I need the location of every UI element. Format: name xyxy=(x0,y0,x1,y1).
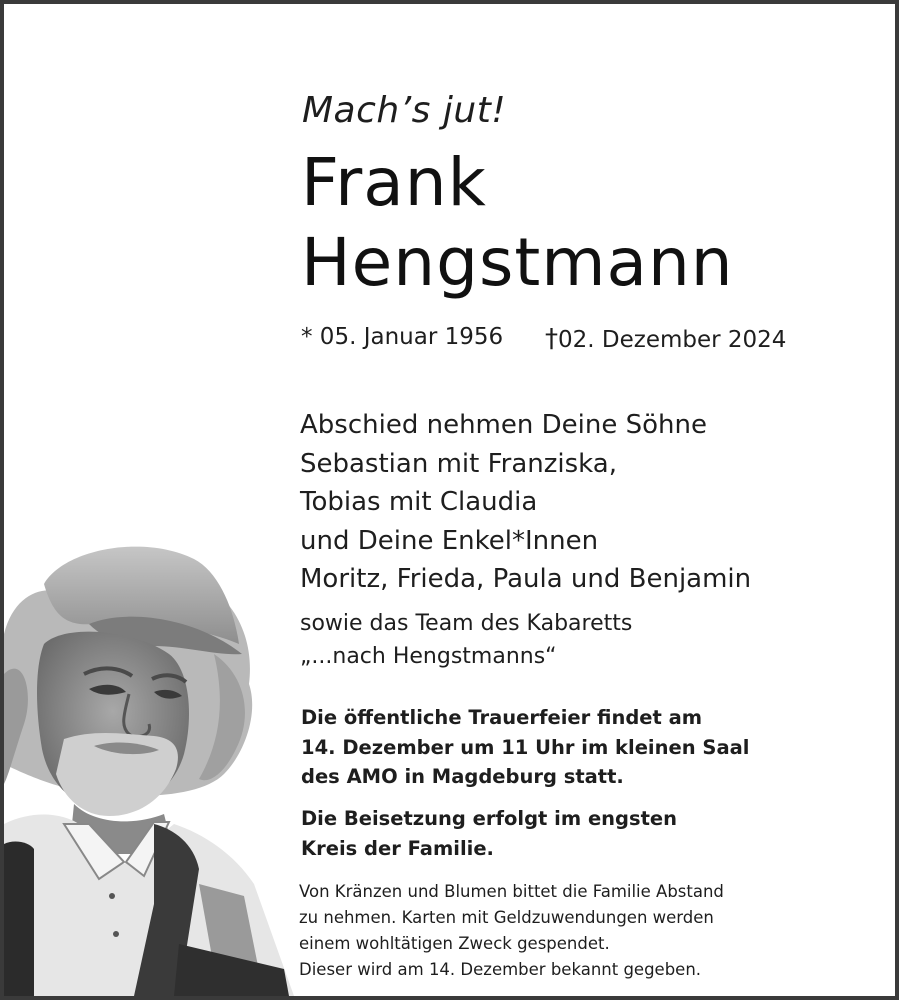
mourners-line: Sebastian mit Franziska, xyxy=(300,448,617,479)
ceremony-info xyxy=(301,703,749,792)
mourners-line: Moritz, Frieda, Paula und Benjamin xyxy=(300,564,752,594)
burial-info xyxy=(301,804,677,863)
ceremony-line: 14. Dezember um 11 Uhr im kleinen Saal xyxy=(301,735,750,759)
team-line: sowie das Team des Kabaretts xyxy=(300,611,633,636)
last-name: Hengstmann xyxy=(301,224,734,301)
ceremony-line: des AMO in Magdeburg statt. xyxy=(301,765,624,788)
note-line: zu nehmen. Karten mit Geldzuwendungen werden xyxy=(299,908,714,927)
team-line: „...nach Hengstmanns“ xyxy=(300,644,557,669)
death-date: 02. Dezember 2024 xyxy=(558,327,787,353)
first-name: Frank xyxy=(301,144,487,221)
note-line: einem wohltätigen Zweck gespendet. xyxy=(299,934,610,953)
mourners-block xyxy=(300,406,751,599)
death-date-line xyxy=(545,324,786,354)
burial-line: Die Beisetzung erfolgt im engsten xyxy=(301,807,678,830)
mourners-line: Abschied nehmen Deine Söhne xyxy=(300,410,707,440)
note-line: Von Kränzen und Blumen bittet die Familie Abstand xyxy=(299,882,724,901)
note-line: Dieser wird am 14. Dezember bekannt gegeben. xyxy=(299,960,702,979)
donation-note xyxy=(299,879,724,983)
mourners-line: und Deine Enkel*Innen xyxy=(300,525,599,556)
birth-date: * 05. Januar 1956 xyxy=(301,324,504,350)
portrait-photo xyxy=(4,524,294,996)
mourners-line: Tobias mit Claudia xyxy=(300,487,538,517)
obituary-card xyxy=(4,4,895,996)
motto: Mach’s jut! xyxy=(302,90,507,131)
burial-line: Kreis der Familie. xyxy=(301,836,494,860)
cross-icon: † xyxy=(545,324,558,354)
ceremony-line: Die öffentliche Trauerfeier findet am xyxy=(301,706,703,729)
team-block xyxy=(300,607,632,673)
